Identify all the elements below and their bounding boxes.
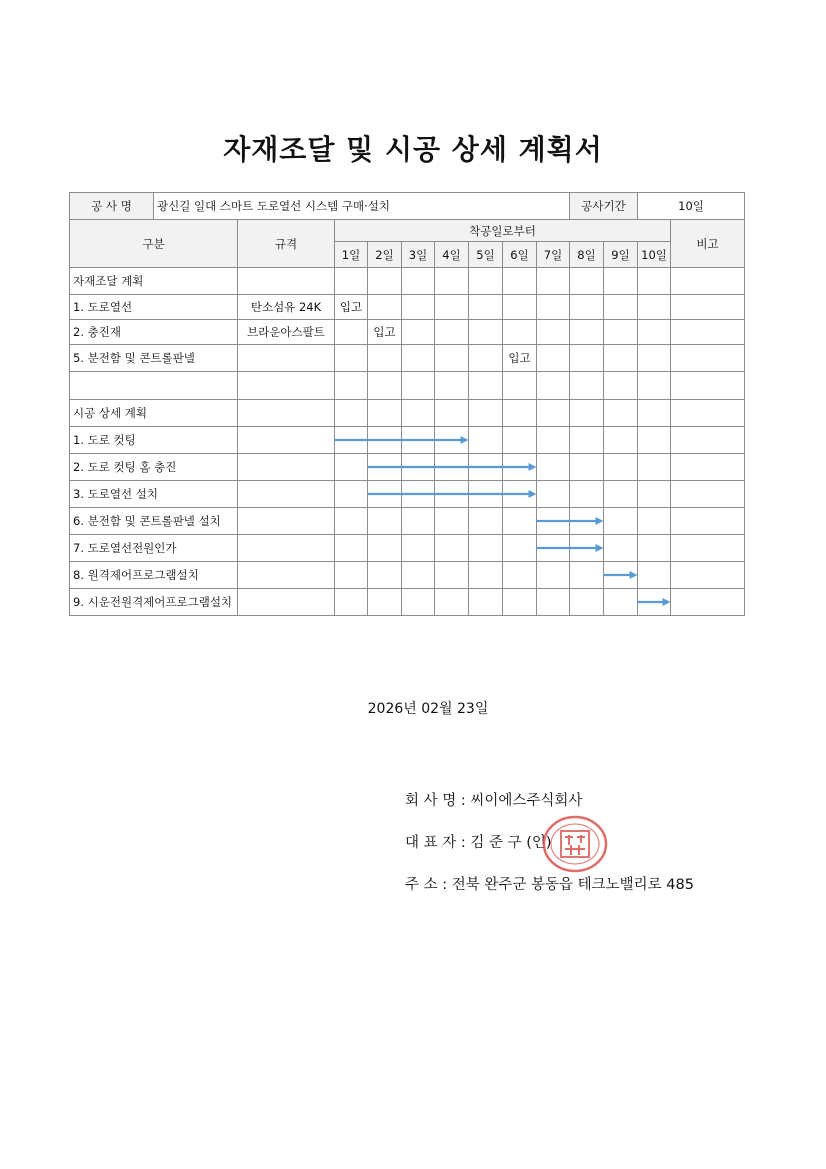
day-cell	[435, 400, 469, 427]
day-cell	[570, 345, 604, 372]
day-cell	[638, 535, 671, 562]
day-cell	[537, 295, 570, 320]
row-spec: 탄소섬유 24K	[238, 295, 335, 320]
day-cell	[570, 400, 604, 427]
note-cell	[671, 320, 745, 345]
day-cell	[570, 535, 604, 562]
day-cell	[335, 345, 368, 372]
day-cell	[469, 372, 503, 400]
day-cell	[368, 481, 402, 508]
note-header: 비고	[671, 220, 745, 268]
day-cell	[402, 400, 435, 427]
day-cell	[570, 295, 604, 320]
row-label	[70, 372, 238, 400]
row-spec	[238, 345, 335, 372]
document-date: 2026년 02월 23일	[367, 701, 489, 717]
day-cell	[402, 454, 435, 481]
day-cell	[368, 508, 402, 535]
company-name: 회 사 명 : 씨이에스주식회사	[405, 793, 583, 809]
day-cell	[503, 295, 537, 320]
note-cell	[671, 372, 745, 400]
row-label: 5. 분전함 및 콘트롤판넬	[70, 345, 238, 372]
day-cell	[503, 454, 537, 481]
spec-header: 규격	[238, 220, 335, 268]
period-label: 공사기간	[570, 193, 638, 220]
day-header-9: 9일	[604, 242, 638, 268]
schedule-header: 착공일로부터	[335, 220, 671, 242]
day-cell	[335, 508, 368, 535]
construction-row	[70, 508, 745, 535]
day-cell	[335, 481, 368, 508]
row-spec	[238, 372, 335, 400]
day-cell	[570, 320, 604, 345]
day-cell	[368, 345, 402, 372]
day-cell	[402, 535, 435, 562]
day-cell	[435, 268, 469, 295]
day-cell	[604, 481, 638, 508]
day-header-10: 10일	[638, 242, 671, 268]
note-cell	[671, 535, 745, 562]
company-address: 주 소 : 전북 완주군 봉동읍 테크노밸리로 485	[405, 877, 694, 893]
day-cell	[469, 481, 503, 508]
day-cell	[335, 427, 368, 454]
project-name: 광신길 일대 스마트 도로열선 시스템 구매·설치	[154, 193, 570, 220]
day-cell	[604, 295, 638, 320]
day-cell	[638, 508, 671, 535]
day-cell	[435, 320, 469, 345]
day-cell	[570, 508, 604, 535]
row-spec	[238, 427, 335, 454]
day-cell	[503, 400, 537, 427]
day-cell	[469, 562, 503, 589]
day-cell	[638, 454, 671, 481]
day-cell	[604, 427, 638, 454]
day-cell	[503, 535, 537, 562]
day-cell	[537, 345, 570, 372]
day-cell	[402, 427, 435, 454]
day-cell	[435, 372, 469, 400]
day-cell	[402, 481, 435, 508]
day-cell	[368, 427, 402, 454]
row-label: 2. 충진재	[70, 320, 238, 345]
row-label: 9. 시운전원격제어프로그램설치	[70, 589, 238, 616]
day-cell	[402, 295, 435, 320]
day-cell	[435, 345, 469, 372]
day-cell	[402, 562, 435, 589]
note-cell	[671, 345, 745, 372]
day-header-7: 7일	[537, 242, 570, 268]
row-label: 1. 도로 컷팅	[70, 427, 238, 454]
note-cell	[671, 427, 745, 454]
construction-row	[70, 562, 745, 589]
construction-row	[70, 454, 745, 481]
procurement-row	[70, 345, 745, 372]
period-value: 10일	[638, 193, 745, 220]
row-label: 2. 도로 컷팅 홈 충진	[70, 454, 238, 481]
day-cell	[638, 481, 671, 508]
day-cell	[503, 481, 537, 508]
representative: 대 표 자 : 김 준 구 (인)	[405, 835, 552, 851]
day-cell	[402, 320, 435, 345]
row-label: 8. 원격제어프로그램설치	[70, 562, 238, 589]
section-construction	[70, 400, 745, 427]
row-spec	[238, 268, 335, 295]
construction-row	[70, 427, 745, 454]
day-cell	[570, 562, 604, 589]
day-cell	[604, 372, 638, 400]
day-cell	[537, 320, 570, 345]
day-cell	[368, 535, 402, 562]
delivery-mark: 입고	[368, 320, 402, 345]
row-spec	[238, 400, 335, 427]
category-header: 구분	[70, 220, 238, 268]
document-title: 자재조달 및 시공 상세 계획서	[223, 133, 603, 166]
day-cell	[469, 295, 503, 320]
day-header-5: 5일	[469, 242, 503, 268]
day-cell	[503, 589, 537, 616]
day-cell	[604, 508, 638, 535]
day-cell	[402, 345, 435, 372]
day-cell	[537, 508, 570, 535]
day-cell	[604, 400, 638, 427]
row-spec	[238, 508, 335, 535]
day-cell	[435, 508, 469, 535]
day-cell	[469, 268, 503, 295]
day-cell	[638, 295, 671, 320]
note-cell	[671, 454, 745, 481]
note-cell	[671, 589, 745, 616]
day-cell	[335, 562, 368, 589]
day-cell	[638, 562, 671, 589]
day-cell	[604, 589, 638, 616]
row-label: 7. 도로열선전원인가	[70, 535, 238, 562]
note-cell	[671, 508, 745, 535]
row-spec	[238, 589, 335, 616]
company-seal-stamp	[541, 815, 609, 873]
day-cell	[368, 562, 402, 589]
day-cell	[638, 320, 671, 345]
day-cell	[435, 481, 469, 508]
day-cell	[435, 454, 469, 481]
day-cell	[503, 320, 537, 345]
day-cell	[402, 372, 435, 400]
day-cell	[537, 427, 570, 454]
row-label: 3. 도로열선 설치	[70, 481, 238, 508]
day-cell	[570, 268, 604, 295]
row-spec	[238, 562, 335, 589]
day-cell	[402, 589, 435, 616]
day-cell	[604, 562, 638, 589]
day-header-2: 2일	[368, 242, 402, 268]
day-cell	[570, 589, 604, 616]
day-cell	[638, 372, 671, 400]
procurement-row	[70, 295, 745, 320]
delivery-mark: 입고	[503, 345, 537, 372]
note-cell	[671, 400, 745, 427]
day-cell	[368, 589, 402, 616]
day-cell	[604, 345, 638, 372]
day-header-8: 8일	[570, 242, 604, 268]
day-cell	[570, 372, 604, 400]
day-cell	[638, 400, 671, 427]
note-cell	[671, 295, 745, 320]
day-cell	[335, 535, 368, 562]
day-cell	[537, 454, 570, 481]
day-cell	[435, 535, 469, 562]
day-cell	[368, 295, 402, 320]
day-cell	[604, 320, 638, 345]
row-label: 자재조달 계획	[70, 268, 238, 295]
day-cell	[503, 427, 537, 454]
day-cell	[503, 372, 537, 400]
note-cell	[671, 268, 745, 295]
construction-row	[70, 535, 745, 562]
note-cell	[671, 481, 745, 508]
day-cell	[537, 372, 570, 400]
day-cell	[604, 454, 638, 481]
row-label: 1. 도로열선	[70, 295, 238, 320]
row-spec	[238, 535, 335, 562]
day-cell	[402, 508, 435, 535]
day-cell	[638, 589, 671, 616]
empty-row	[70, 372, 745, 400]
project-label: 공 사 명	[70, 193, 154, 220]
construction-row	[70, 589, 745, 616]
note-cell	[671, 562, 745, 589]
delivery-mark: 입고	[335, 295, 368, 320]
day-cell	[335, 400, 368, 427]
day-cell	[335, 372, 368, 400]
day-cell	[469, 345, 503, 372]
day-header-6: 6일	[503, 242, 537, 268]
day-header-3: 3일	[402, 242, 435, 268]
day-cell	[402, 268, 435, 295]
row-label: 6. 분전함 및 콘트롤판넬 설치	[70, 508, 238, 535]
day-cell	[570, 481, 604, 508]
day-cell	[469, 400, 503, 427]
day-cell	[537, 535, 570, 562]
day-cell	[570, 454, 604, 481]
procurement-row	[70, 320, 745, 345]
day-cell	[537, 481, 570, 508]
day-cell	[368, 400, 402, 427]
day-cell	[638, 345, 671, 372]
day-cell	[435, 589, 469, 616]
day-cell	[537, 589, 570, 616]
day-cell	[638, 427, 671, 454]
construction-row	[70, 481, 745, 508]
day-cell	[503, 508, 537, 535]
day-cell	[537, 400, 570, 427]
day-cell	[503, 562, 537, 589]
day-header-4: 4일	[435, 242, 469, 268]
day-header-1: 1일	[335, 242, 368, 268]
day-cell	[469, 454, 503, 481]
day-cell	[435, 427, 469, 454]
row-spec: 브라운아스팔트	[238, 320, 335, 345]
section-procurement	[70, 268, 745, 295]
day-cell	[638, 268, 671, 295]
day-cell	[503, 268, 537, 295]
day-cell	[469, 320, 503, 345]
day-cell	[469, 427, 503, 454]
day-cell	[335, 268, 368, 295]
day-cell	[435, 295, 469, 320]
day-cell	[368, 268, 402, 295]
day-cell	[335, 320, 368, 345]
row-spec	[238, 454, 335, 481]
day-cell	[604, 268, 638, 295]
day-cell	[537, 562, 570, 589]
day-cell	[469, 535, 503, 562]
day-cell	[604, 535, 638, 562]
day-cell	[469, 589, 503, 616]
schedule-table	[69, 192, 745, 616]
row-spec	[238, 481, 335, 508]
row-label: 시공 상세 계획	[70, 400, 238, 427]
day-cell	[570, 427, 604, 454]
day-cell	[537, 268, 570, 295]
day-cell	[335, 454, 368, 481]
day-cell	[335, 589, 368, 616]
day-cell	[368, 372, 402, 400]
day-cell	[368, 454, 402, 481]
day-cell	[435, 562, 469, 589]
day-cell	[469, 508, 503, 535]
